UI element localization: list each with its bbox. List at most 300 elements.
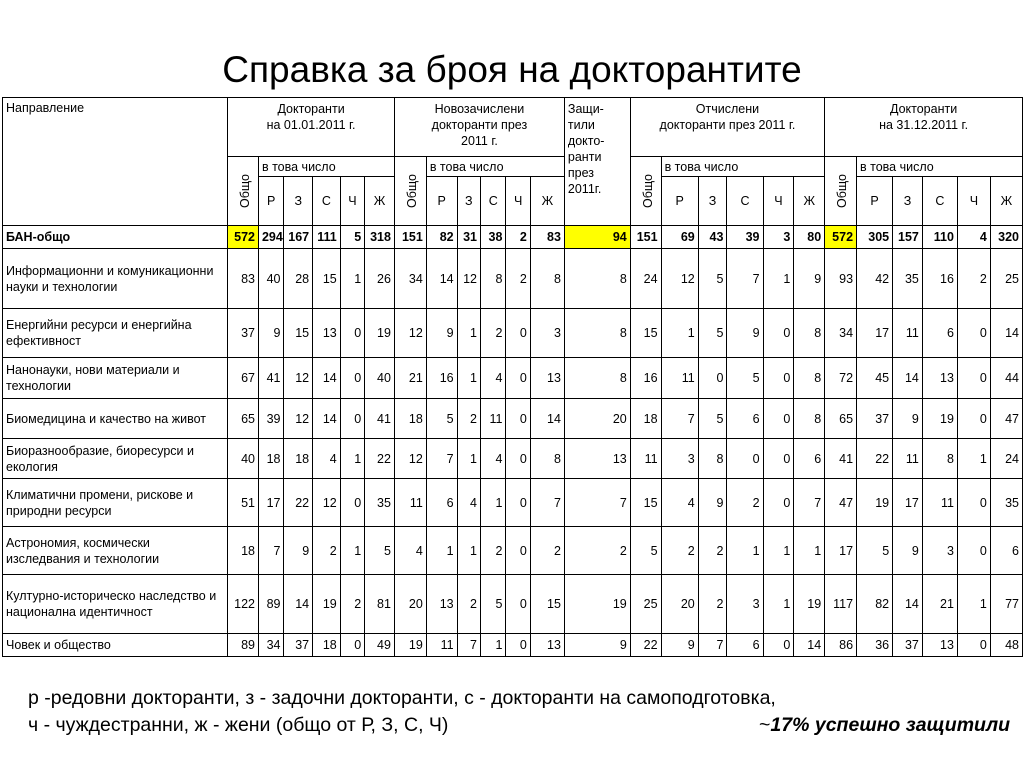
- table-cell: 8: [794, 358, 825, 399]
- table-cell: 19: [564, 575, 630, 634]
- table-row: [3, 358, 1023, 399]
- table-cell: 3: [530, 309, 564, 358]
- table-cell: 18: [228, 527, 259, 575]
- table-cell: 9: [794, 249, 825, 309]
- table-cell: 12: [313, 479, 341, 527]
- table-cell: 0: [957, 479, 990, 527]
- table-cell: 26: [365, 249, 395, 309]
- table-cell: 31: [457, 226, 480, 249]
- header-row-groups: [3, 98, 1023, 157]
- table-cell: 1: [661, 309, 698, 358]
- table-cell: 18: [630, 399, 661, 439]
- table-cell: 93: [825, 249, 857, 309]
- table-row: [3, 575, 1023, 634]
- table-cell: 2: [727, 479, 763, 527]
- table-cell: 15: [530, 575, 564, 634]
- table-cell: 11: [426, 634, 457, 657]
- table-cell: 14: [893, 358, 923, 399]
- direction-name: Информационни и комуникационни науки и технологии: [3, 249, 228, 309]
- table-cell: 2: [957, 249, 990, 309]
- table-cell: 11: [922, 479, 957, 527]
- header-letter-enrolled-start: З: [284, 177, 313, 226]
- table-cell: 8: [564, 309, 630, 358]
- header-incl-enrolled-end: в това число: [857, 157, 1023, 177]
- table-cell: 42: [857, 249, 893, 309]
- table-cell: 18: [394, 399, 426, 439]
- header-incl-newly-enrolled: в това число: [426, 157, 564, 177]
- table-cell: 15: [630, 479, 661, 527]
- table-cell: 9: [426, 309, 457, 358]
- table-cell: 8: [698, 439, 727, 479]
- table-cell: 7: [426, 439, 457, 479]
- table-cell: 18: [284, 439, 313, 479]
- table-cell: 5: [698, 399, 727, 439]
- table-cell: 151: [394, 226, 426, 249]
- table-cell: 19: [365, 309, 395, 358]
- table-cell: 0: [340, 358, 364, 399]
- table-cell: 13: [564, 439, 630, 479]
- table-cell: 18: [258, 439, 283, 479]
- table-cell: 36: [857, 634, 893, 657]
- table-cell: 25: [990, 249, 1022, 309]
- table-cell: 8: [530, 439, 564, 479]
- table-cell: 13: [530, 634, 564, 657]
- table-cell: 20: [661, 575, 698, 634]
- table-cell: 80: [794, 226, 825, 249]
- table-cell: 24: [990, 439, 1022, 479]
- table-cell: 13: [922, 358, 957, 399]
- table-cell: 9: [893, 527, 923, 575]
- table-cell: 9: [893, 399, 923, 439]
- table-cell: 2: [506, 226, 530, 249]
- table-cell: 4: [480, 358, 505, 399]
- table-cell: 7: [530, 479, 564, 527]
- table-cell: 9: [564, 634, 630, 657]
- table-cell: 572: [228, 226, 259, 249]
- table-cell: 14: [893, 575, 923, 634]
- table-cell: 7: [727, 249, 763, 309]
- header-defended: Защи- тили докто- ранти през 2011г.: [564, 98, 630, 226]
- footnote-line-2: ч - чуждестранни, ж - жени (общо от Р, З, С, Ч): [28, 714, 449, 736]
- table-cell: 2: [457, 575, 480, 634]
- table-cell: 14: [990, 309, 1022, 358]
- table-cell: 4: [480, 439, 505, 479]
- table-cell: 41: [258, 358, 283, 399]
- table-cell: 0: [763, 358, 794, 399]
- table-cell: 1: [480, 479, 505, 527]
- table-cell: 34: [825, 309, 857, 358]
- table-cell: 1: [457, 309, 480, 358]
- table-cell: 37: [893, 634, 923, 657]
- table-cell: 22: [857, 439, 893, 479]
- table-cell: 0: [957, 399, 990, 439]
- table-cell: 0: [763, 439, 794, 479]
- table-cell: 17: [893, 479, 923, 527]
- header-letter-enrolled-end: Р: [857, 177, 893, 226]
- table-cell: 19: [313, 575, 341, 634]
- table-cell: 2: [313, 527, 341, 575]
- table-cell: 5: [365, 527, 395, 575]
- table-cell: 12: [661, 249, 698, 309]
- table-cell: 157: [893, 226, 923, 249]
- table-cell: 67: [228, 358, 259, 399]
- table-cell: 3: [922, 527, 957, 575]
- header-letter-expelled: Ч: [763, 177, 794, 226]
- table-cell: 39: [258, 399, 283, 439]
- success-rate: 17% успешно защитили: [770, 714, 1010, 736]
- direction-name: Енергийни ресурси и енергийна ефективност: [3, 309, 228, 358]
- table-cell: 0: [340, 634, 364, 657]
- header-total-label: Общо: [238, 174, 253, 208]
- table-cell: 0: [506, 358, 530, 399]
- table-cell: 5: [480, 575, 505, 634]
- table-cell: 20: [564, 399, 630, 439]
- table-cell: 0: [727, 439, 763, 479]
- table-cell: 1: [340, 249, 364, 309]
- table-cell: 1: [340, 439, 364, 479]
- header-total-expelled: [630, 157, 661, 226]
- table-cell: 19: [857, 479, 893, 527]
- table-cell: 5: [698, 309, 727, 358]
- table-cell: 8: [480, 249, 505, 309]
- table-cell: 5: [698, 249, 727, 309]
- table-cell: 21: [922, 575, 957, 634]
- table-cell: 11: [394, 479, 426, 527]
- table-cell: 1: [794, 527, 825, 575]
- table-cell: 44: [990, 358, 1022, 399]
- table-cell: 6: [727, 399, 763, 439]
- table-cell: 9: [698, 479, 727, 527]
- table-cell: 77: [990, 575, 1022, 634]
- table-cell: 48: [990, 634, 1022, 657]
- table-cell: 7: [564, 479, 630, 527]
- table-cell: 1: [763, 527, 794, 575]
- header-incl-enrolled-start: в това число: [258, 157, 394, 177]
- header-total-enrolled-start: [228, 157, 259, 226]
- header-total-label: Общо: [835, 174, 850, 208]
- table-cell: 86: [825, 634, 857, 657]
- table-cell: 1: [480, 634, 505, 657]
- table-cell: 0: [506, 575, 530, 634]
- table-cell: 5: [727, 358, 763, 399]
- table-cell: 17: [857, 309, 893, 358]
- table-cell: 1: [340, 527, 364, 575]
- table-cell: 12: [284, 399, 313, 439]
- table-cell: 6: [426, 479, 457, 527]
- table-cell: 1: [457, 439, 480, 479]
- table-cell: 1: [763, 575, 794, 634]
- table-cell: 1: [763, 249, 794, 309]
- header-letter-enrolled-end: С: [922, 177, 957, 226]
- table-row-total: [3, 226, 1023, 249]
- table-cell: 65: [228, 399, 259, 439]
- table-cell: 40: [228, 439, 259, 479]
- table-row: [3, 309, 1023, 358]
- header-enrolled-end: Докторанти на 31.12.2011 г.: [825, 98, 1023, 157]
- direction-name: БАН-общо: [3, 226, 228, 249]
- table-cell: 25: [630, 575, 661, 634]
- header-letter-enrolled-end: Ч: [957, 177, 990, 226]
- table-cell: 82: [857, 575, 893, 634]
- table-cell: 24: [630, 249, 661, 309]
- table-cell: 22: [630, 634, 661, 657]
- table-cell: 318: [365, 226, 395, 249]
- table-row: [3, 399, 1023, 439]
- header-letter-newly-enrolled: Р: [426, 177, 457, 226]
- header-letter-enrolled-start: Р: [258, 177, 283, 226]
- table-cell: 8: [794, 399, 825, 439]
- table-cell: 22: [365, 439, 395, 479]
- table-cell: 47: [825, 479, 857, 527]
- table-cell: 0: [340, 479, 364, 527]
- table-cell: 0: [506, 479, 530, 527]
- table-cell: 49: [365, 634, 395, 657]
- table-cell: 1: [957, 439, 990, 479]
- table-cell: 4: [957, 226, 990, 249]
- table-cell: 7: [457, 634, 480, 657]
- table-cell: 14: [530, 399, 564, 439]
- table-cell: 19: [922, 399, 957, 439]
- direction-name: Културно-историческо наследство и национална идентичност: [3, 575, 228, 634]
- table-cell: 83: [530, 226, 564, 249]
- table-cell: 11: [893, 439, 923, 479]
- header-incl-expelled: в това число: [661, 157, 825, 177]
- table-cell: 12: [457, 249, 480, 309]
- table-cell: 8: [794, 309, 825, 358]
- table-cell: 0: [506, 634, 530, 657]
- table-cell: 22: [284, 479, 313, 527]
- table-cell: 28: [284, 249, 313, 309]
- table-cell: 82: [426, 226, 457, 249]
- header-enrolled-start: Докторанти на 01.01.2011 г.: [228, 98, 395, 157]
- table-row: [3, 634, 1023, 657]
- table-row: [3, 439, 1023, 479]
- table-cell: 7: [794, 479, 825, 527]
- table-cell: 2: [530, 527, 564, 575]
- table-cell: 18: [313, 634, 341, 657]
- table-cell: 0: [506, 527, 530, 575]
- header-total-label: Общо: [640, 174, 655, 208]
- table-cell: 6: [727, 634, 763, 657]
- table-cell: 9: [661, 634, 698, 657]
- table-cell: 11: [480, 399, 505, 439]
- table-cell: 0: [763, 309, 794, 358]
- table-cell: 89: [228, 634, 259, 657]
- table-cell: 2: [340, 575, 364, 634]
- table-cell: 2: [480, 309, 505, 358]
- header-letter-newly-enrolled: Ж: [530, 177, 564, 226]
- table-cell: 3: [727, 575, 763, 634]
- table-cell: 7: [698, 634, 727, 657]
- table-cell: 14: [284, 575, 313, 634]
- table-cell: 12: [394, 439, 426, 479]
- header-letter-expelled: Р: [661, 177, 698, 226]
- table-cell: 2: [480, 527, 505, 575]
- table-cell: 41: [365, 399, 395, 439]
- table-cell: 0: [506, 399, 530, 439]
- table-cell: 4: [313, 439, 341, 479]
- table-cell: 167: [284, 226, 313, 249]
- table-cell: 1: [957, 575, 990, 634]
- table-cell: 16: [630, 358, 661, 399]
- table-cell: 51: [228, 479, 259, 527]
- table-cell: 7: [258, 527, 283, 575]
- table-cell: 6: [794, 439, 825, 479]
- table-cell: 21: [394, 358, 426, 399]
- table-cell: 40: [258, 249, 283, 309]
- table-cell: 0: [957, 309, 990, 358]
- table-cell: 81: [365, 575, 395, 634]
- table-cell: 11: [630, 439, 661, 479]
- table-cell: 39: [727, 226, 763, 249]
- header-newly-enrolled: Новозачислени докторанти през 2011 г.: [394, 98, 564, 157]
- table-cell: 1: [426, 527, 457, 575]
- table-cell: 40: [365, 358, 395, 399]
- table-cell: 34: [394, 249, 426, 309]
- table-cell: 5: [426, 399, 457, 439]
- table-cell: 11: [893, 309, 923, 358]
- table-cell: 8: [564, 249, 630, 309]
- table-cell: 2: [506, 249, 530, 309]
- table-cell: 1: [457, 358, 480, 399]
- table-cell: 16: [426, 358, 457, 399]
- phd-students-table: [2, 97, 1023, 657]
- table-cell: 15: [313, 249, 341, 309]
- direction-name: Астрономия, космически изследвания и технологии: [3, 527, 228, 575]
- table-cell: 111: [313, 226, 341, 249]
- header-letter-enrolled-start: С: [313, 177, 341, 226]
- table-cell: 83: [228, 249, 259, 309]
- page-title: Справка за броя на докторантите: [222, 49, 802, 90]
- table-cell: 117: [825, 575, 857, 634]
- table-cell: 0: [506, 439, 530, 479]
- table-cell: 20: [394, 575, 426, 634]
- table-cell: 2: [661, 527, 698, 575]
- table-cell: 13: [530, 358, 564, 399]
- table-cell: 34: [258, 634, 283, 657]
- table-cell: 19: [394, 634, 426, 657]
- table-cell: 13: [922, 634, 957, 657]
- table-cell: 320: [990, 226, 1022, 249]
- header-total-label: Общо: [404, 174, 419, 208]
- header-direction: Направление: [3, 98, 228, 226]
- header-total-enrolled-end: [825, 157, 857, 226]
- table-cell: 15: [284, 309, 313, 358]
- table-row: [3, 527, 1023, 575]
- table-cell: 4: [457, 479, 480, 527]
- table-cell: 45: [857, 358, 893, 399]
- table-cell: 0: [957, 527, 990, 575]
- header-total-newly-enrolled: [394, 157, 426, 226]
- table-cell: 294: [258, 226, 283, 249]
- table-cell: 47: [990, 399, 1022, 439]
- table-cell: 13: [313, 309, 341, 358]
- table-row: [3, 249, 1023, 309]
- table-cell: 122: [228, 575, 259, 634]
- header-letter-expelled: С: [727, 177, 763, 226]
- table-cell: 5: [630, 527, 661, 575]
- table-cell: 2: [564, 527, 630, 575]
- table-cell: 16: [922, 249, 957, 309]
- table-cell: 69: [661, 226, 698, 249]
- table-cell: 9: [284, 527, 313, 575]
- table-cell: 41: [825, 439, 857, 479]
- table-cell: 3: [661, 439, 698, 479]
- table-cell: 15: [630, 309, 661, 358]
- table-cell: 89: [258, 575, 283, 634]
- table-cell: 8: [922, 439, 957, 479]
- table-cell: 0: [340, 309, 364, 358]
- table-cell: 7: [661, 399, 698, 439]
- direction-name: Биомедицина и качество на живот: [3, 399, 228, 439]
- table-row: [3, 479, 1023, 527]
- success-note: [759, 713, 1010, 737]
- table-cell: 14: [426, 249, 457, 309]
- header-letter-enrolled-start: Ж: [365, 177, 395, 226]
- table-cell: 572: [825, 226, 857, 249]
- table-cell: 17: [825, 527, 857, 575]
- table-cell: 151: [630, 226, 661, 249]
- table-cell: 65: [825, 399, 857, 439]
- table-cell: 6: [990, 527, 1022, 575]
- table-cell: 0: [698, 358, 727, 399]
- header-letter-expelled: З: [698, 177, 727, 226]
- table-cell: 0: [763, 479, 794, 527]
- table-cell: 110: [922, 226, 957, 249]
- header-expelled: Отчислени докторанти през 2011 г.: [630, 98, 824, 157]
- table-cell: 0: [957, 634, 990, 657]
- table-cell: 2: [698, 575, 727, 634]
- table-cell: 14: [313, 358, 341, 399]
- table-cell: 11: [661, 358, 698, 399]
- table-cell: 38: [480, 226, 505, 249]
- table-cell: 305: [857, 226, 893, 249]
- table-cell: 35: [990, 479, 1022, 527]
- table-cell: 1: [727, 527, 763, 575]
- header-letter-enrolled-end: З: [893, 177, 923, 226]
- table-cell: 37: [857, 399, 893, 439]
- table-cell: 43: [698, 226, 727, 249]
- table-cell: 35: [893, 249, 923, 309]
- table-cell: 6: [922, 309, 957, 358]
- table-cell: 14: [794, 634, 825, 657]
- table-cell: 0: [506, 309, 530, 358]
- direction-name: Нанонауки, нови материали и технологии: [3, 358, 228, 399]
- table-cell: 0: [340, 399, 364, 439]
- table-cell: 0: [763, 634, 794, 657]
- table-cell: 94: [564, 226, 630, 249]
- header-letter-newly-enrolled: З: [457, 177, 480, 226]
- table-cell: 13: [426, 575, 457, 634]
- table-cell: 5: [340, 226, 364, 249]
- table-cell: 35: [365, 479, 395, 527]
- table-cell: 4: [394, 527, 426, 575]
- table-cell: 4: [661, 479, 698, 527]
- table-cell: 12: [394, 309, 426, 358]
- header-letter-newly-enrolled: С: [480, 177, 505, 226]
- table-cell: 8: [530, 249, 564, 309]
- table-cell: 14: [313, 399, 341, 439]
- table-cell: 3: [763, 226, 794, 249]
- table-cell: 8: [564, 358, 630, 399]
- table-cell: 12: [284, 358, 313, 399]
- table-cell: 2: [457, 399, 480, 439]
- header-letter-enrolled-end: Ж: [990, 177, 1022, 226]
- direction-name: Климатични промени, рискове и природни ресурси: [3, 479, 228, 527]
- header-letter-newly-enrolled: Ч: [506, 177, 530, 226]
- table-cell: 17: [258, 479, 283, 527]
- table-cell: 9: [727, 309, 763, 358]
